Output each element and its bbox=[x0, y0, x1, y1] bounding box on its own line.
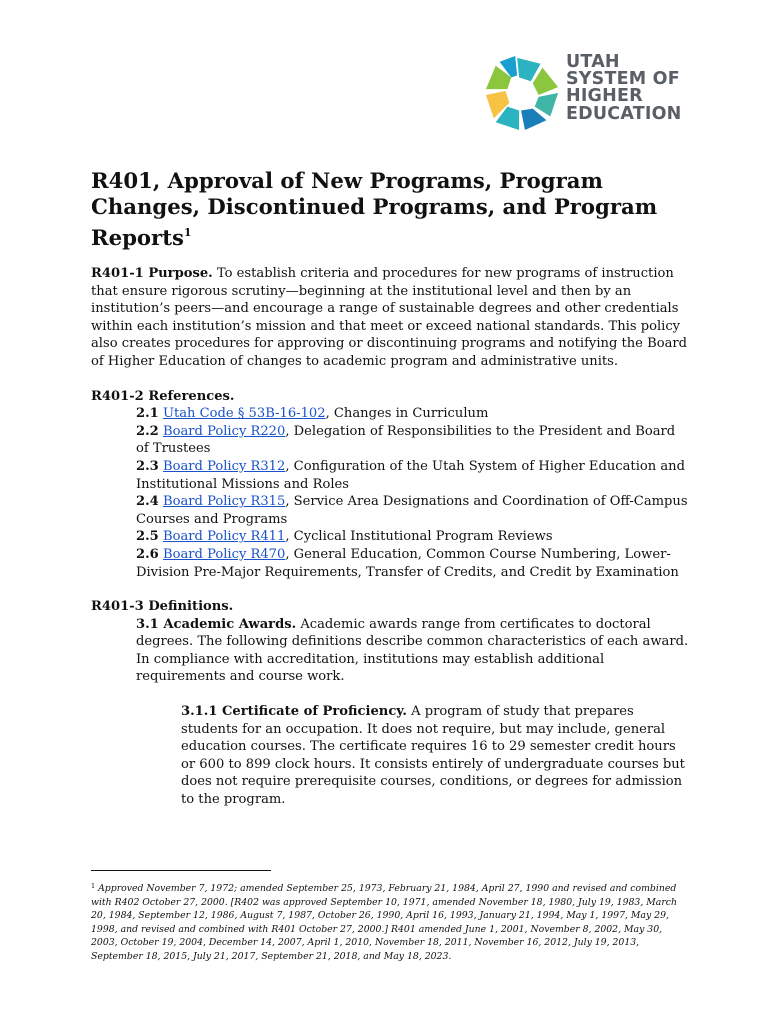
reference-number: 2.5 bbox=[136, 529, 159, 545]
footnote-divider bbox=[91, 870, 271, 871]
purpose-text: To establish criteria and procedures for new programs of instruction that ensure rigorous scrutiny—beginning at the institutional level and then by an institution’s peers—and encourage a range of sustainable degrees and other credentials within each institution’s mission and that meet or exceed national standards. This policy also creates procedures for approving or discontinuing programs and notifying the Board of Higher Education of changes to academic program and administrative units. bbox=[91, 266, 688, 369]
policy-body bbox=[91, 265, 691, 809]
reference-number: 2.2 bbox=[136, 423, 159, 439]
definitions-heading-text: R401-3 Definitions. bbox=[91, 599, 234, 615]
reference-item bbox=[91, 405, 691, 423]
reference-desc: , Cyclical Institutional Program Reviews bbox=[285, 529, 553, 545]
reference-desc: , Changes in Curriculum bbox=[325, 406, 489, 422]
ushe-logo-mark-icon bbox=[484, 52, 562, 134]
reference-number: 2.3 bbox=[136, 458, 159, 474]
definitions-section bbox=[91, 598, 691, 809]
logo-line-1: UTAH bbox=[566, 52, 620, 72]
definitions-heading bbox=[91, 598, 691, 616]
reference-item bbox=[91, 546, 691, 581]
references-section bbox=[91, 388, 691, 582]
ushe-logo-wordmark bbox=[566, 54, 682, 123]
reference-number: 2.1 bbox=[136, 406, 159, 422]
reference-link[interactable]: Board Policy R470 bbox=[162, 546, 286, 562]
certificate-text: A program of study that prepares students for an occupation. It does not require, but may include, general education courses. The certificate requires 16 to 29 semester credit hours or 600 to 899 clock hours. It consists entirely of undergraduate courses but does not require prerequisite courses, conditions, or degrees for admission to the program. bbox=[181, 704, 685, 808]
academic-awards-definition bbox=[91, 616, 691, 686]
reference-link[interactable]: Board Policy R411 bbox=[162, 529, 286, 545]
reference-link[interactable]: Utah Code § 53B-16-102 bbox=[162, 406, 326, 422]
title-footnote-mark[interactable]: 1 bbox=[183, 226, 192, 239]
footnote-mark: 1 bbox=[91, 882, 96, 890]
logo-line-3: HIGHER bbox=[566, 86, 643, 107]
reference-desc: , General Education, Common Course Numbering, Lower-Division Pre-Major Requirements, Transfer of Credits, and Credit by Examination bbox=[136, 546, 679, 580]
page-title bbox=[91, 168, 711, 251]
reference-link[interactable]: Board Policy R220 bbox=[162, 423, 286, 439]
references-heading-text: R401-2 References. bbox=[91, 388, 235, 404]
logo-line-4: EDUCATION bbox=[566, 103, 682, 124]
academic-awards-text: Academic awards range from certificates to doctoral degrees. The following definitions describe common characteristics of each award. In compliance with accreditation, institutions may establish additional requirements and course work. bbox=[136, 616, 689, 685]
reference-desc: , Delegation of Responsibilities to the President and Board of Trustees bbox=[136, 423, 676, 457]
reference-item bbox=[91, 458, 691, 493]
certificate-definition bbox=[91, 703, 691, 809]
academic-awards-heading: 3.1 Academic Awards. bbox=[136, 616, 297, 632]
footnote-text: Approved November 7, 1972; amended September 25, 1973, February 21, 1984, April 27, 1990 and revised and combined with R402 October 27, 2000. [R402 was approved September 10, 1971, amended November 18, 1980, July 19, 1983, March 20, 1984, September 12, 1986, August 7, 1987, October 26, 1990, April 16, 1993, January 21, 1994, May 1, 1997, May 29, 1998, and revised and combined with R401 October 27, 2000.] R401 amended June 1, 2001, November 8, 2002, May 30, 2003, October 19, 2004, December 14, 2007, April 1, 2010, November 18, 2011, November 16, 2012, July 19, 2013, September 18, 2015, July 21, 2017, September 21, 2018, and May 18, 2023. bbox=[91, 883, 677, 962]
footnote bbox=[91, 880, 691, 963]
ushe-logo bbox=[484, 52, 684, 138]
reference-number: 2.6 bbox=[136, 546, 159, 562]
reference-number: 2.4 bbox=[136, 494, 159, 510]
logo-line-2: SYSTEM OF bbox=[566, 69, 680, 90]
reference-link[interactable]: Board Policy R315 bbox=[162, 494, 286, 510]
purpose-heading: R401-1 Purpose. bbox=[91, 266, 213, 281]
reference-desc: , Configuration of the Utah System of Higher Education and Institutional Missions and Roles bbox=[136, 458, 685, 492]
reference-item bbox=[91, 528, 691, 546]
certificate-heading: 3.1.1 Certificate of Proficiency. bbox=[181, 704, 407, 720]
reference-desc: , Service Area Designations and Coordination of Off-Campus Courses and Programs bbox=[136, 494, 688, 527]
reference-item bbox=[91, 493, 691, 528]
reference-item bbox=[91, 423, 691, 458]
page-title-text: R401, Approval of New Programs, Program Changes, Discontinued Programs, and Program Reports bbox=[91, 168, 658, 250]
references-heading bbox=[91, 388, 691, 406]
reference-link[interactable]: Board Policy R312 bbox=[162, 458, 286, 474]
purpose-section bbox=[91, 265, 691, 371]
